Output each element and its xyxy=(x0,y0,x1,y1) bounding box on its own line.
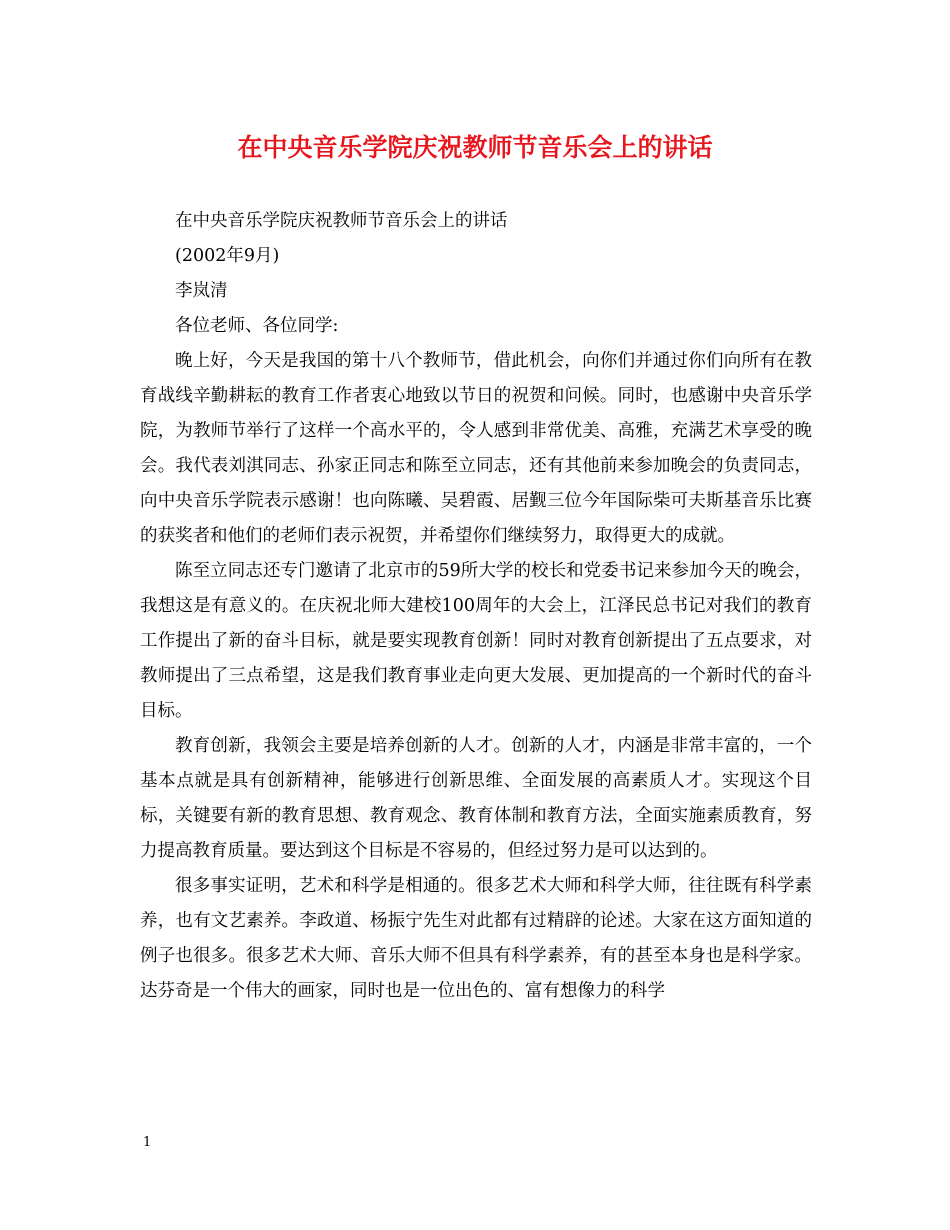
paragraph-1: 晚上好，今天是我国的第十八个教师节，借此机会，向你们并通过你们向所有在教育战线辛勤耕耘的教育工作者衷心地致以节日的祝贺和问候。同时，也感谢中央音乐学院，为教师节举行了这样一个高水平的，令人感到非常优美、高雅，充满艺术享受的晚会。我代表刘淇同志、孙家正同志和陈至立同志，还有其他前来参加晚会的负责同志，向中央音乐学院表示感谢！也向陈曦、吴碧霞、居觐三位今年国际柴可夫斯基音乐比赛的获奖者和他们的老师们表示祝贺，并希望你们继续努力，取得更大的成就。 xyxy=(140,351,812,546)
paragraph-2: 陈至立同志还专门邀请了北京市的59所大学的校长和党委书记来参加今天的晚会，我想这是有意义的。在庆祝北师大建校100周年的大会上，江泽民总书记对我们的教育工作提出了新的奋斗目标，就是要实现教育创新！同时对教育创新提出了五点要求，对教师提出了三点希望，这是我们教育事业走向更大发展、更加提高的一个新时代的奋斗目标。 xyxy=(140,561,812,721)
speech-salutation: 各位老师、各位同学: xyxy=(175,316,339,336)
paragraph-4: 很多事实证明，艺术和科学是相通的。很多艺术大师和科学大师，往往既有科学素养，也有文艺素养。李政道、杨振宁先生对此都有过精辟的论述。大家在这方面知道的例子也很多。很多艺术大师、音乐大师不但具有科学素养，有的甚至本身也是科学家。达芬奇是一个伟大的画家，同时也是一位出色的、富有想像力的科学 xyxy=(140,876,812,1001)
paragraph-3: 教育创新，我领会主要是培养创新的人才。创新的人才，内涵是非常丰富的，一个基本点就是具有创新精神，能够进行创新思维、全面发展的高素质人才。实现这个目标，关键要有新的教育思想、教育观念、教育体制和教育方法，全面实施素质教育，努力提高教育质量。要达到这个目标是不容易的，但经过努力是可以达到的。 xyxy=(140,736,812,861)
page-number: 1 xyxy=(143,1135,152,1150)
speech-subtitle: 在中央音乐学院庆祝教师节音乐会上的讲话 xyxy=(175,211,508,231)
speech-author: 李岚清 xyxy=(175,281,228,301)
speech-date: (2002年9月) xyxy=(175,246,280,266)
document-title: 在中央音乐学院庆祝教师节音乐会上的讲话 xyxy=(237,133,713,162)
document-body xyxy=(140,204,812,1009)
